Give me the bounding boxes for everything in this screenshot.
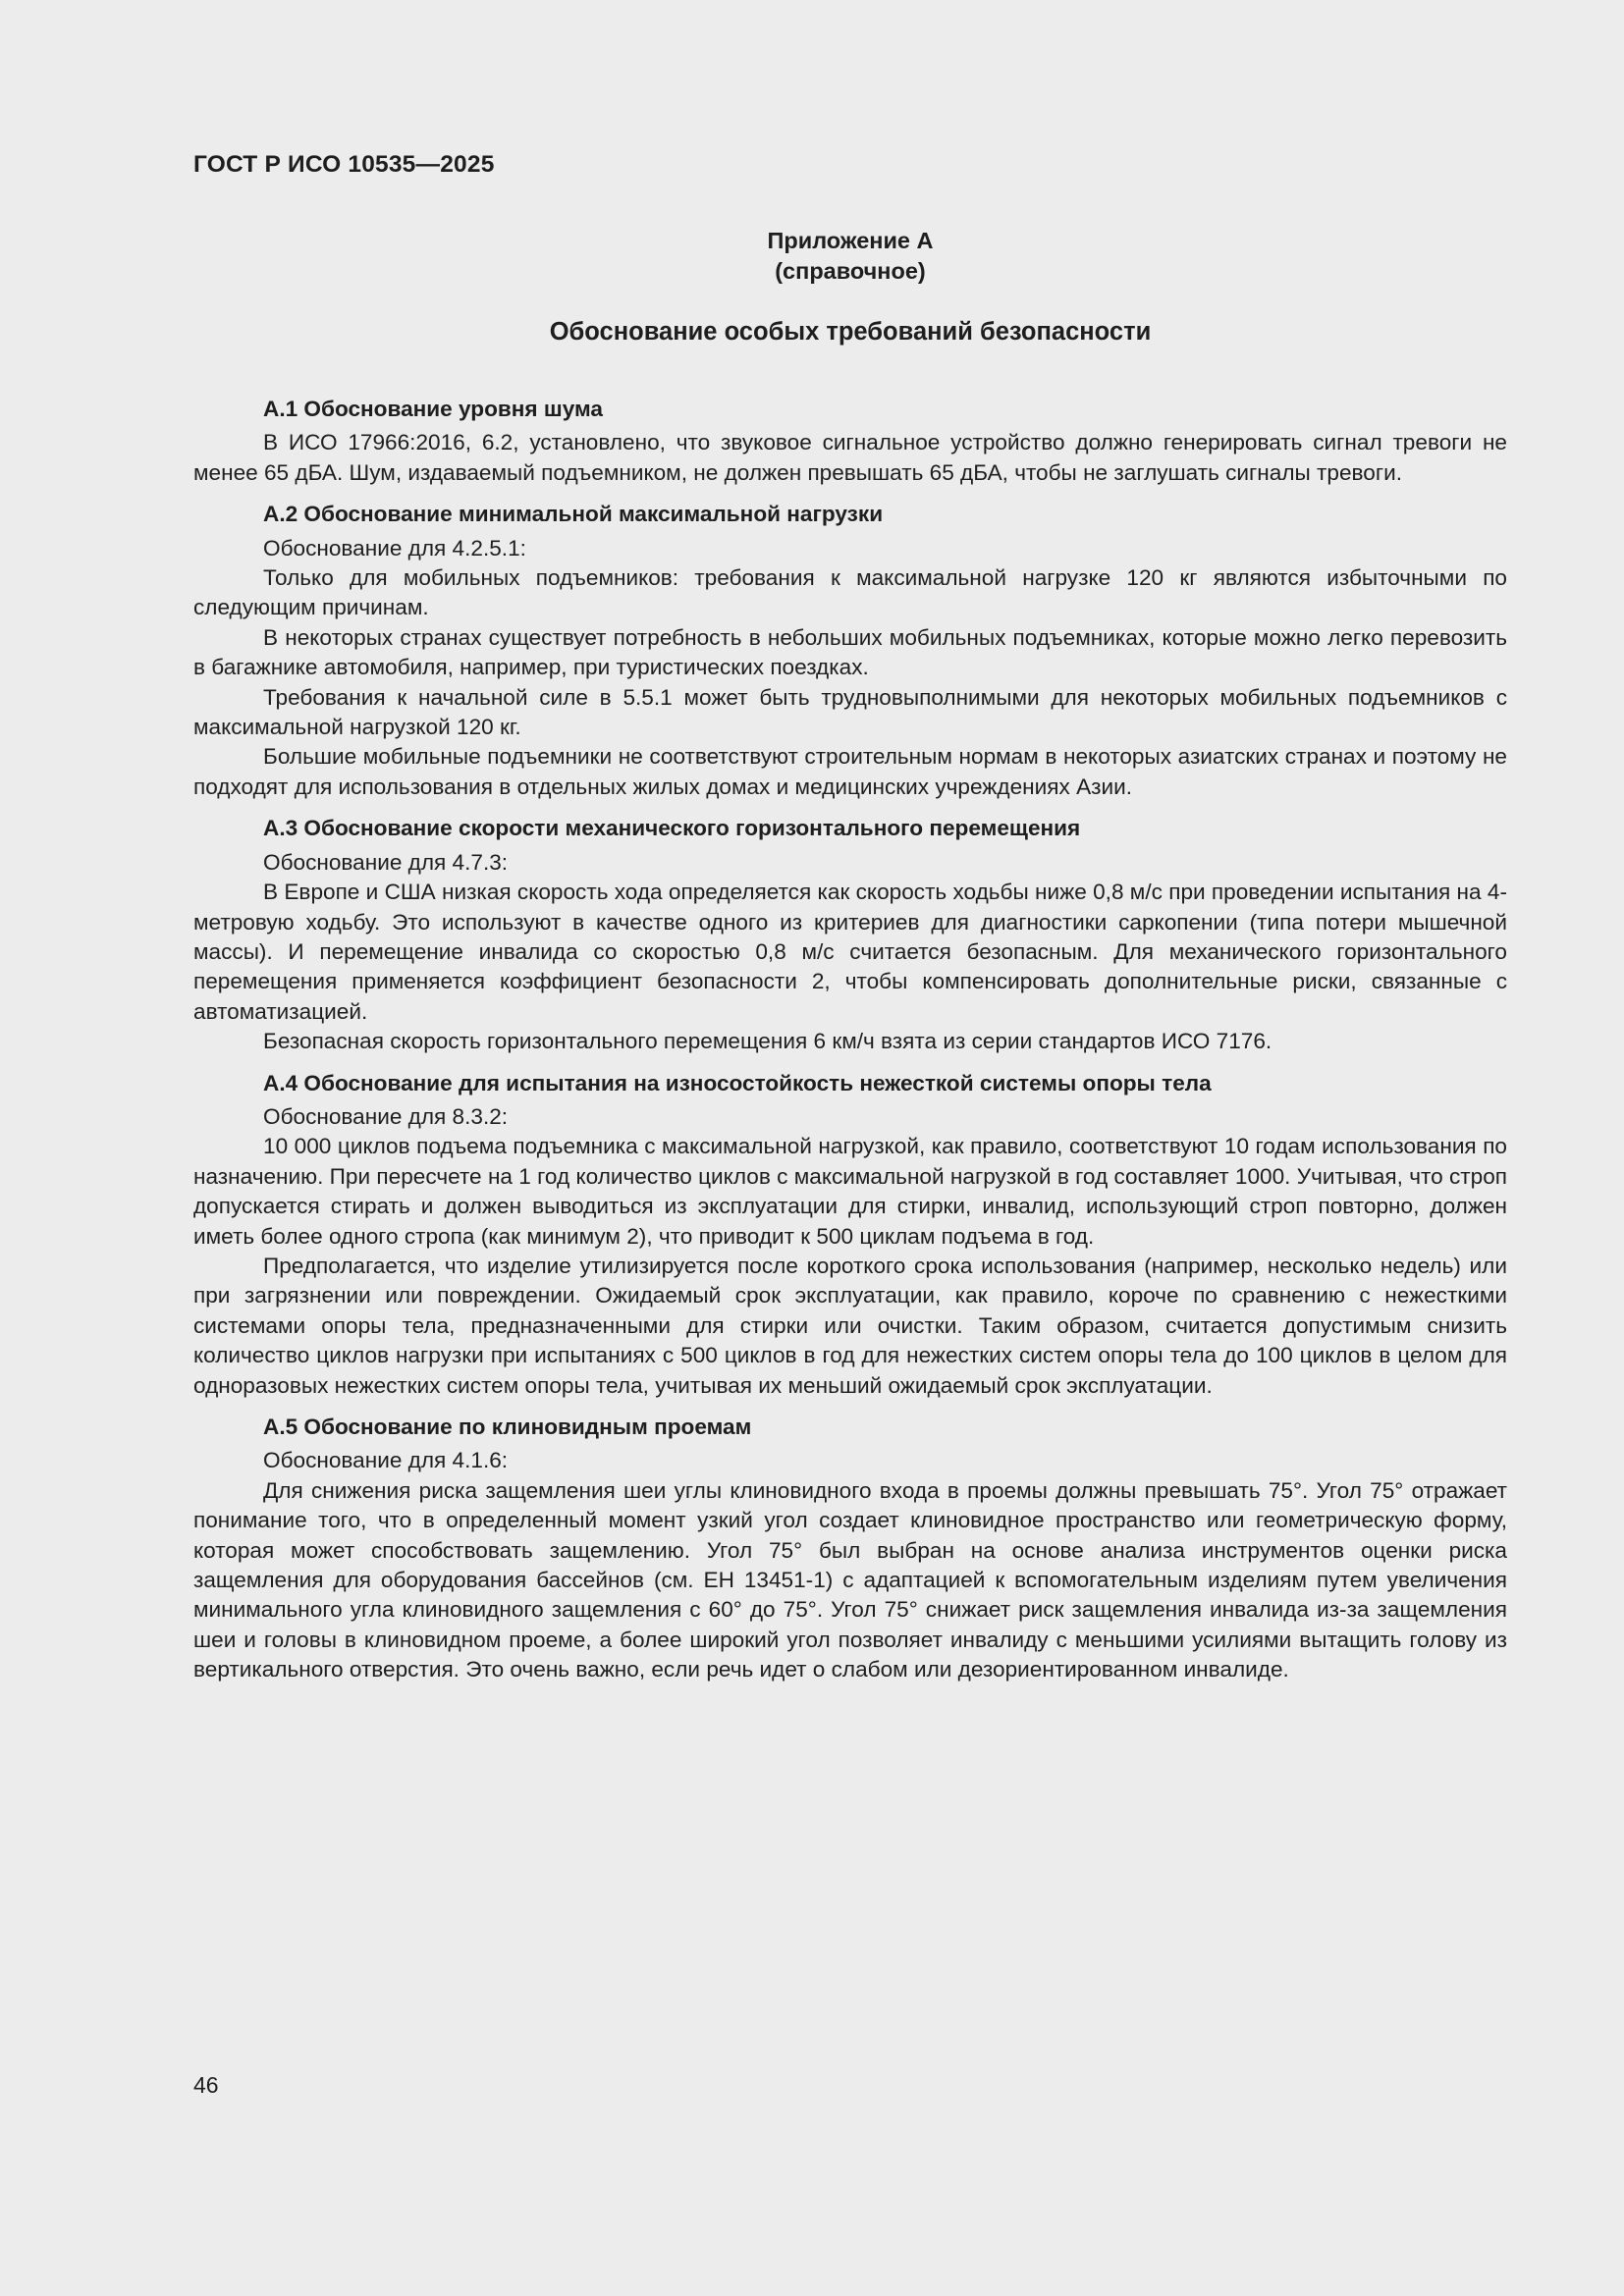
- annex-type: (справочное): [775, 258, 926, 284]
- document-body: [193, 395, 1507, 1685]
- paragraph: В некоторых странах существует потребность в небольших мобильных подъемниках, которые можно легко перевозить в багажнике автомобиля, например, при туристических поездках.: [193, 624, 1507, 680]
- paragraph: Только для мобильных подъемников: требования к максимальной нагрузке 120 кг являются избыточными по следующим причинам.: [193, 565, 1507, 620]
- paragraph: Обоснование для 4.7.3:: [263, 849, 509, 875]
- paragraph: Обоснование для 4.1.6:: [263, 1448, 509, 1473]
- paragraph: Обоснование для 4.2.5.1:: [263, 535, 526, 561]
- section-heading: А.2 Обоснование минимальной максимальной нагрузки: [263, 502, 884, 527]
- section-a3: [193, 814, 1507, 1056]
- section-heading: А.1 Обоснование уровня шума: [263, 397, 603, 421]
- paragraph: Безопасная скорость горизонтального перемещения 6 км/ч взята из серии стандартов ИСО 7176.: [263, 1029, 1272, 1054]
- paragraph: В Европе и США низкая скорость хода определяется как скорость ходьбы ниже 0,8 м/с при проведении испытания на 4-метровую ходьбу. Это используют в качестве одного из критериев для диагностики саркопении (типа потери мышечной массы). И перемещение инвалида со скоростью 0,8 м/с считается безопасным. Для механического горизонтального перемещения применяется коэффициент безопасности 2, чтобы компенсировать дополнительные риски, связанные с автоматизацией.: [193, 880, 1507, 1024]
- section-heading: А.3 Обоснование скорости механического горизонтального перемещения: [263, 816, 1081, 841]
- paragraph: Большие мобильные подъемники не соответствуют строительным нормам в некоторых азиатских странах и поэтому не подходят для использования в отдельных жилых домах и медицинских учреждениях Азии.: [193, 744, 1507, 799]
- section-a1: [193, 395, 1507, 488]
- paragraph: 10 000 циклов подъема подъемника с максимальной нагрузкой, как правило, соответствуют 10 годам использования по назначению. При пересчете на 1 год количество циклов с максимальной нагрузкой в год составляет 1000. Учитывая, что строп допускается стирать и должен выводиться из эксплуатации для стирки, инвалид, использующий строп повторно, должен иметь более одного стропа (как минимум 2), что приводит к 500 циклам подъема в год.: [193, 1134, 1507, 1249]
- paragraph: Для снижения риска защемления шеи углы клиновидного входа в проемы должны превышать 75°. Угол 75° отражает понимание того, что в определенный момент узкий угол создает клиновидное пространство или геометрическую форму, которая может способствовать защемлению. Угол 75° был выбран на основе анализа инструментов оценки риска защемления для оборудования бассейнов (см. ЕН 13451-1) с адаптацией к вспомогательным изделиям путем увеличения минимального угла клиновидного защемления с 60° до 75°. Угол 75° снижает риск защемления инвалида из-за защемления шеи и головы в клиновидном проеме, а более широкий угол позволяет инвалиду с меньшими усилиями вытащить голову из вертикального отверстия. Это очень важно, если речь идет о слабом или дезориентированном инвалиде.: [193, 1477, 1507, 1682]
- section-a5: [193, 1413, 1507, 1685]
- annex-label: Приложение А: [767, 228, 934, 253]
- section-heading: А.5 Обоснование по клиновидным проемам: [263, 1415, 752, 1439]
- section-a2: [193, 500, 1507, 802]
- paragraph: Предполагается, что изделие утилизируется после короткого срока использования (например, несколько недель) или при загрязнении или повреждении. Ожидаемый срок эксплуатации, как правило, короче по сравнению с нежесткими системами опоры тела, предназначенными для стирки или очистки. Таким образом, считается допустимым снизить количество циклов нагрузки при испытаниях с 500 циклов в год для нежестких систем опоры тела до 100 циклов в целом для одноразовых нежестких систем опоры тела, учитывая их меньший ожидаемый срок эксплуатации.: [193, 1253, 1507, 1398]
- paragraph: Обоснование для 8.3.2:: [263, 1103, 509, 1129]
- section-heading: А.4 Обоснование для испытания на износостойкость нежесткой системы опоры тела: [263, 1070, 1212, 1095]
- page-number: 46: [193, 2072, 219, 2098]
- paragraph: Требования к начальной силе в 5.5.1 может быть трудновыполнимыми для некоторых мобильных подъемников с максимальной нагрузкой 120 кг.: [193, 684, 1507, 740]
- section-a4: [193, 1069, 1507, 1401]
- annex-heading-block: [193, 226, 1507, 287]
- paragraph: В ИСО 17966:2016, 6.2, установлено, что звуковое сигнальное устройство должно генерировать сигнал тревоги не менее 65 дБА. Шум, издаваемый подъемником, не должен превышать 65 дБА, чтобы не заглушать сигналы тревоги.: [193, 430, 1507, 485]
- annex-title: Обоснование особых требований безопасности: [549, 318, 1152, 346]
- document-code-header: ГОСТ Р ИСО 10535—2025: [193, 151, 495, 178]
